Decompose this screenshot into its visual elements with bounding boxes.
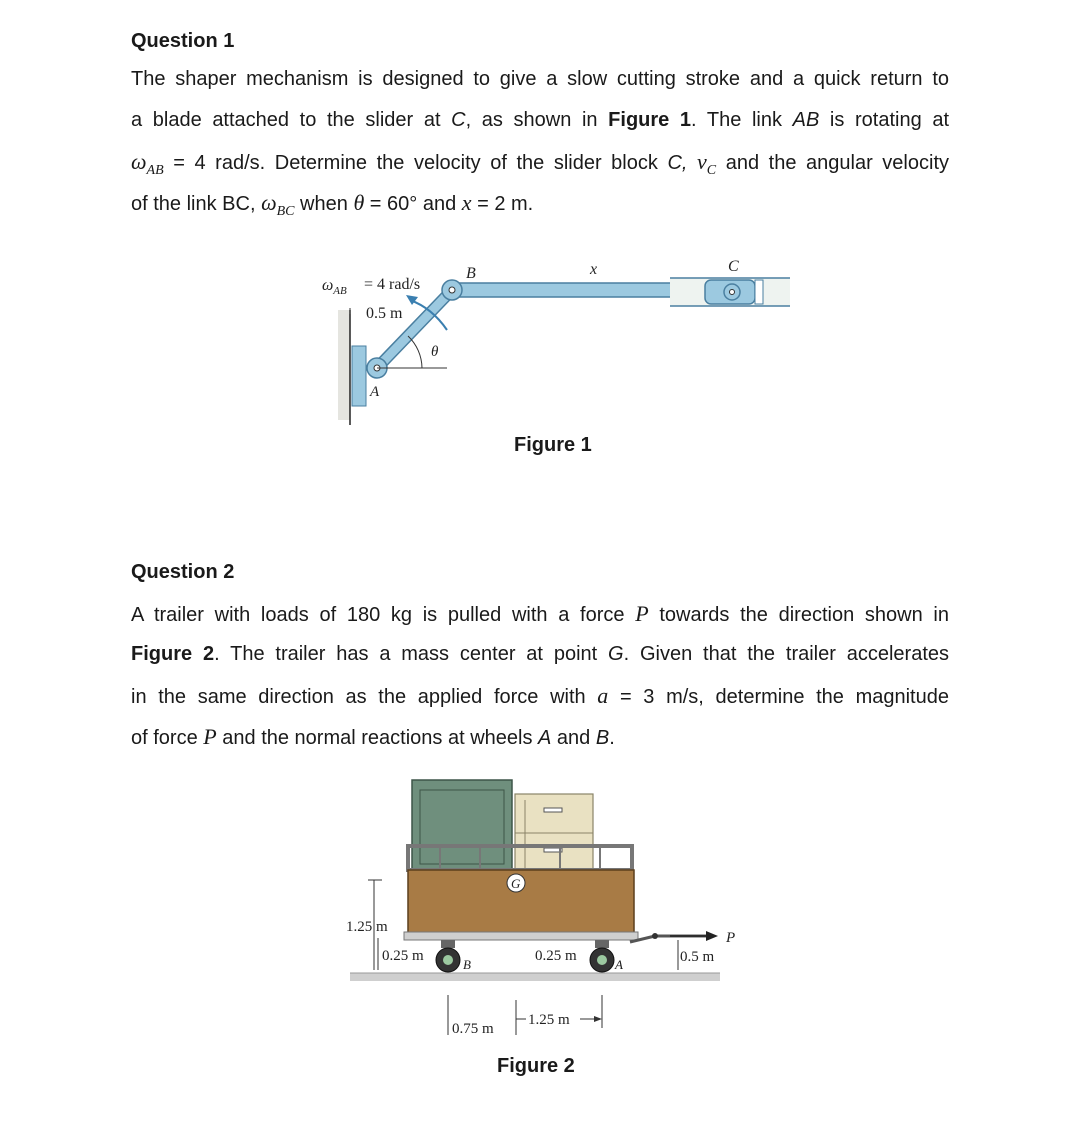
figure-2-ref: Figure 2 [131,643,215,665]
wall-support [338,310,350,420]
dim-025-left: 0.25 m [382,948,424,964]
figure-2-caption: Figure 2 [497,1055,575,1077]
question-2-text [131,593,949,757]
q1-line-2: a blade attached to the slider at C, as shown in Figure 1. The link AB is rotating at [131,109,950,131]
green-cabinet [412,780,512,872]
question-2-heading: Question 2 [131,561,235,583]
label-a: A [615,957,623,972]
label-omega-ab: $\omega_{AB}$ [322,277,347,297]
label-b: B [463,957,471,972]
wall-bracket [352,346,366,406]
dim-125-vertical: 1.25 m [346,919,388,935]
q2-line-2: Figure 2. The trailer has a mass center at point G. Given that the trailer accelerates [131,643,950,665]
dim-075: 0.75 m [452,1021,494,1037]
label-b: B [466,265,476,282]
label-g: G [511,876,521,891]
dim-025-right: 0.25 m [535,948,577,964]
q1-line-1: The shaper mechanism is designed to give a slow cutting stroke and a quick return to [131,68,949,90]
figure-1-caption: Figure 1 [514,434,592,456]
q1-line-4: of the link BC, $\omega_{BC}$ when θ = 60° and x = 2 m. [131,190,534,219]
label-theta: θ [431,344,439,360]
label-p: P [726,930,736,946]
q2-line-4: of force P and the normal reactions at wheels A and B. [131,724,615,749]
label-omega-value: = 4 rad/s [364,276,421,293]
label-x: x [590,261,598,278]
figure-2-diagram [330,770,750,1050]
label-a: A [370,384,380,400]
q2-line-3: in the same direction as the applied force with a = 3 m/s, determine the magnitude [131,683,949,708]
label-ab-length: 0.5 m [366,305,403,322]
q2-line-1: A trailer with loads of 180 kg is pulled with a force P towards the direction shown in [131,601,949,626]
label-c: C [728,258,739,275]
ground [350,973,720,981]
dim-05: 0.5 m [680,949,715,965]
dim-125-horizontal: 1.25 m [528,1012,570,1028]
question-1-text [131,59,949,223]
q1-line-3: $\omega_{AB} = 4$ rad/s. Determine the velocity of the slider block C, $v_C$ and the angular velocity [131,149,949,178]
figure-1-diagram [300,250,800,430]
figure-1-ref: Figure 1 [608,109,692,131]
question-1-heading: Question 1 [131,30,235,52]
